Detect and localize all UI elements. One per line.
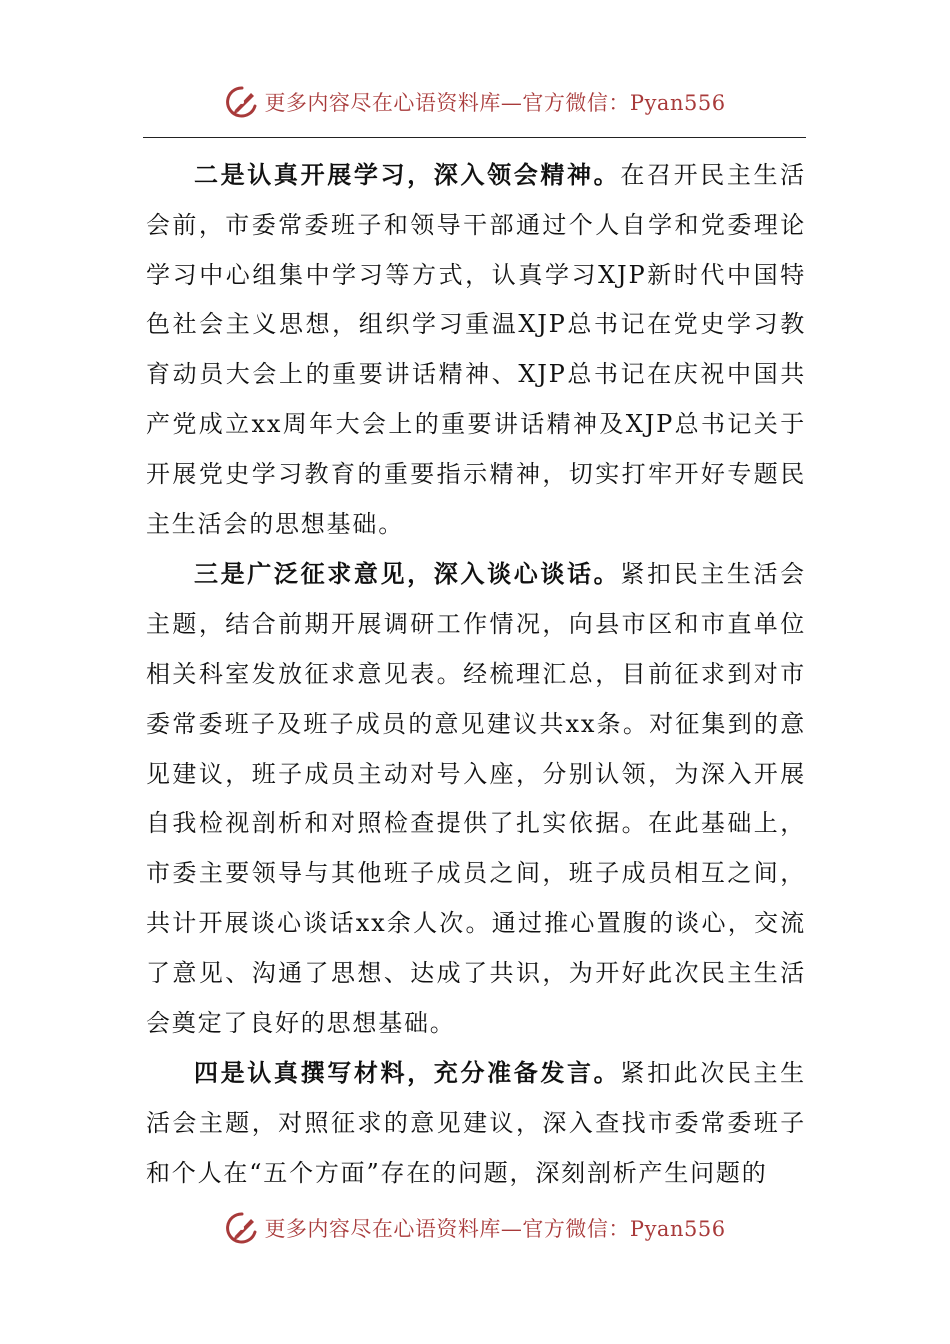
footer-banner <box>0 1208 950 1248</box>
paragraph-3 <box>146 549 806 1048</box>
paragraph-body: 在召开民主生活会前，市委常委班子和领导干部通过个人自学和党委理论学习中心组集中学习等方式，认真学习XJP新时代中国特色社会主义思想，组织学习重温XJP总书记在党史学习教育动员大会上的重要讲话精神、XJP总书记在庆祝中国共产党成立xx周年大会上的重要讲话精神及XJP总书记关于开展党史学习教育的重要指示精神，切实打牢开好专题民主生活会的思想基础。 <box>146 161 806 538</box>
paragraph-body: 紧扣民主生活会主题，结合前期开展调研工作情况，向县市区和市直单位相关科室发放征求意见表。经梳理汇总，目前征求到对市委常委班子及班子成员的意见建议共xx条。对征集到的意见建议，班子成员主动对号入座，分别认领，为深入开展自我检视剖析和对照检查提供了扎实依据。在此基础上，市委主要领导与其他班子成员之间，班子成员相互之间，共计开展谈心谈话xx余人次。通过推心置腹的谈心，交流了意见、沟通了思想、达成了共识，为开好此次民主生活会奠定了良好的思想基础。 <box>146 560 806 1037</box>
document-body <box>146 150 806 1199</box>
paragraph-lead: 三是广泛征求意见，深入谈心谈话。 <box>194 559 621 589</box>
header-banner-text: 更多内容尽在心语资料库—官方微信：Pyan556 <box>264 91 726 115</box>
paragraph-lead: 二是认真开展学习，深入领会精神。 <box>194 160 621 189</box>
header-divider <box>143 137 806 138</box>
paragraph-body: 紧扣此次民主生活会主题，对照征求的意见建议，深入查找市委常委班子和个人在“五个方面”存在的问题，深刻剖析产生问题的 <box>146 1059 806 1187</box>
footer-banner-text: 更多内容尽在心语资料库—官方微信：Pyan556 <box>264 1217 726 1241</box>
paragraph-2 <box>146 150 806 549</box>
paragraph-4 <box>146 1048 806 1198</box>
pen-circle-icon <box>224 84 260 120</box>
pen-circle-icon <box>224 1210 260 1246</box>
paragraph-lead: 四是认真撰写材料，充分准备发言。 <box>194 1058 621 1088</box>
header-banner <box>0 82 950 122</box>
